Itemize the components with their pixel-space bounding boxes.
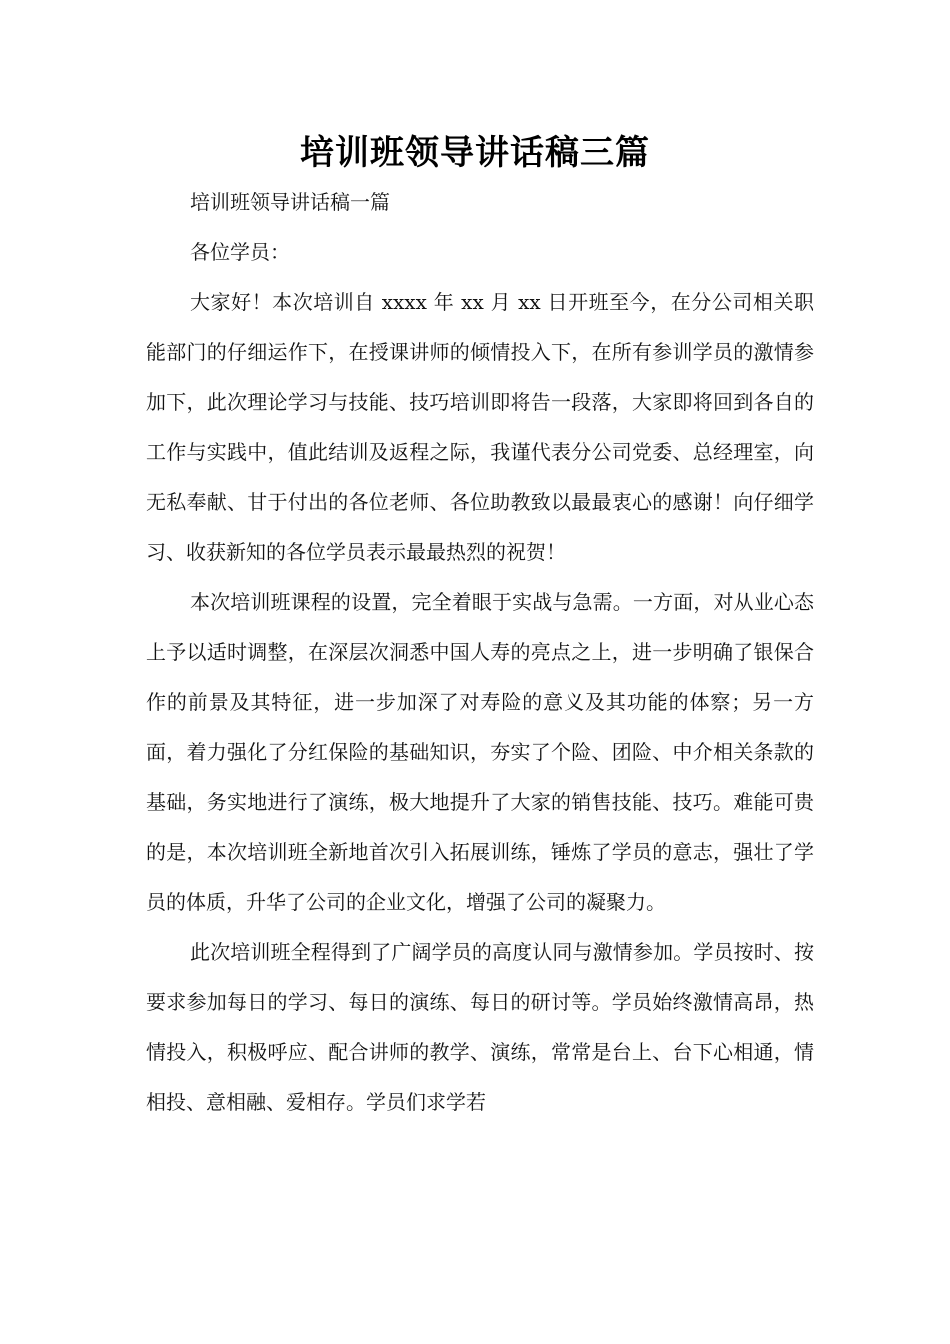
paragraph: 本次培训班课程的设置，完全着眼于实战与急需。一方面，对从业心态上予以适时调整，在深层次洞悉中国人寿的亮点之上，进一步明确了银保合作的前景及其特征，进一步加深了对寿险的意义及其功能的体察；另一方面，着力强化了分红保险的基础知识，夯实了个险、团险、中介相关条款的基础，务实地进行了演练，极大地提升了大家的销售技能、技巧。难能可贵的是，本次培训班全新地首次引入拓展训练，锤炼了学员的意志，强壮了学员的体质，升华了公司的企业文化，增强了公司的凝聚力。 — [146, 590, 814, 914]
salutation: 各位学员： — [190, 240, 290, 264]
document-body — [146, 177, 814, 1127]
section-heading: 培训班领导讲话稿一篇 — [190, 190, 390, 214]
paragraph: 此次培训班全程得到了广阔学员的高度认同与激情参加。学员按时、按要求参加每日的学习、每日的演练、每日的研讨等。学员始终激情高昂，热情投入，积极呼应、配合讲师的教学、演练，常常是台上、台下心相通，情相投、意相融、爱相存。学员们求学若 — [146, 940, 814, 1114]
paragraph: 大家好！本次培训自 xxxx 年 xx 月 xx 日开班至今，在分公司相关职能部门的仔细运作下，在授课讲师的倾情投入下，在所有参训学员的激情参加下，此次理论学习与技能、技巧培训即将告一段落，大家即将回到各自的工作与实践中，值此结训及返程之际，我谨代表分公司党委、总经理室，向无私奉献、甘于付出的各位老师、各位助教致以最最衷心的感谢！向仔细学习、收获新知的各位学员表示最最热烈的祝贺！ — [146, 290, 814, 564]
document-title: 培训班领导讲话稿三篇 — [300, 133, 650, 173]
